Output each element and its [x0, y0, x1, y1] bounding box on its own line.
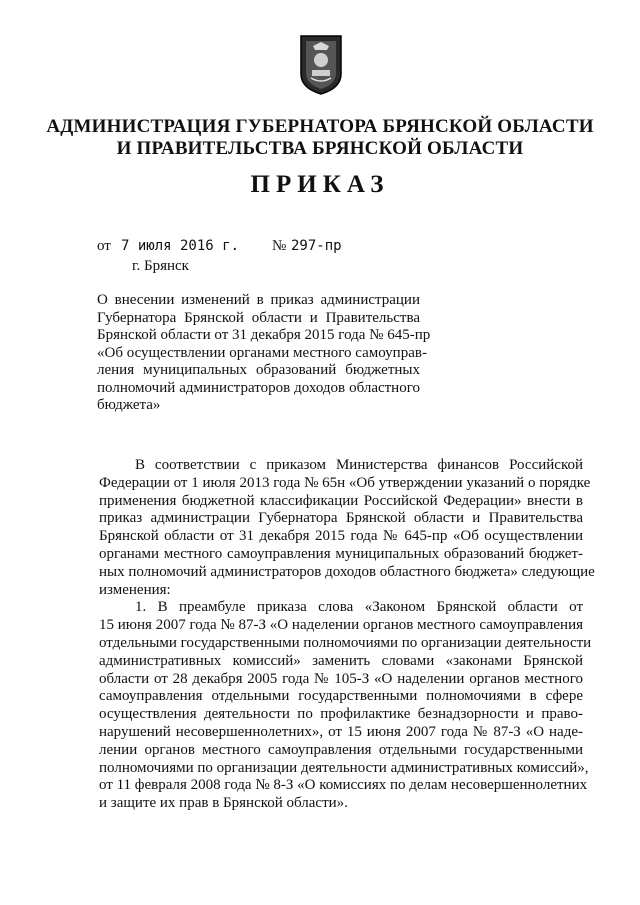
- document-subject: [97, 292, 431, 415]
- document-body: [99, 457, 595, 813]
- body-line: отдельными государственными полномочиями по организации деятельности: [99, 634, 592, 651]
- body-line: осуществления деятельности по профилактике безнадзорности и право-: [99, 706, 583, 723]
- number-prefix: №: [272, 238, 287, 254]
- body-line: самоуправления отдельными государственными полномочиями в сфере: [99, 688, 583, 705]
- document-city: г. Брянск: [132, 258, 189, 274]
- body-line: приказ администрации Губернатора Брянской области и Правительства: [99, 510, 583, 527]
- org-title-line-1: АДМИНИСТРАЦИЯ ГУБЕРНАТОРА БРЯНСКОЙ ОБЛАСТИ: [46, 116, 594, 137]
- body-line: Федерации от 1 июля 2013 года № 65н «Об утверждении указаний о порядке: [99, 474, 591, 491]
- body-line: полномочиями по организации деятельности административных комиссий»,: [99, 759, 589, 776]
- body-line: нарушений несовершеннолетних», от 15 июня 2007 года № 87-З «О наде-: [99, 723, 583, 740]
- document-date: 7 июля 2016 г.: [121, 238, 240, 254]
- body-line: В соответствии с приказом Министерства финансов Российской: [135, 457, 583, 473]
- subject-line: полномочий администраторов доходов областного: [97, 379, 420, 396]
- document-type-title: ПРИКАЗ: [250, 171, 390, 198]
- body-line: и защите их прав в Брянской области».: [99, 795, 348, 812]
- body-line: лении органов местного самоуправления отдельными государственными: [99, 741, 583, 758]
- subject-line: ления муниципальных образований бюджетных: [97, 362, 420, 378]
- body-line: области от 28 декабря 2005 года № 105-З «О наделении органов местного: [99, 670, 583, 687]
- body-line: применения бюджетной классификации Российской Федерации» внести в: [99, 492, 583, 509]
- subject-line: О внесении изменений в приказ администрации: [97, 292, 420, 308]
- body-line: ных полномочий администраторов доходов областного бюджета» следующие: [99, 563, 595, 580]
- body-line: 15 июня 2007 года № 87-З «О наделении органов местного самоуправления: [99, 617, 583, 634]
- subject-line: Брянской области от 31 декабря 2015 года № 645-пр: [97, 327, 431, 343]
- subject-line: Губернатора Брянской области и Правительства: [97, 309, 420, 326]
- body-line: административных комиссий» заменить словами «законами Брянской: [99, 652, 583, 669]
- document-number: 297-пр: [291, 238, 342, 254]
- body-line: Брянской области от 31 декабря 2015 года № 645-пр «Об осуществлении: [99, 528, 583, 545]
- coat-of-arms-emblem: [299, 34, 343, 96]
- body-line: 1. В преамбуле приказа слова «Законом Брянской области от: [135, 599, 583, 616]
- org-title-line-2: И ПРАВИТЕЛЬСТВА БРЯНСКОЙ ОБЛАСТИ: [116, 138, 524, 159]
- subject-line: бюджета»: [97, 397, 161, 413]
- body-line: от 11 февраля 2008 года № 8-З «О комиссиях по делам несовершеннолетних: [99, 777, 588, 794]
- date-prefix: от: [97, 238, 111, 254]
- body-line: изменения:: [99, 581, 171, 598]
- subject-line: «Об осуществлении органами местного самоуправ-: [97, 344, 427, 361]
- body-line: органами местного самоуправления муниципальных образований бюджет-: [99, 545, 583, 562]
